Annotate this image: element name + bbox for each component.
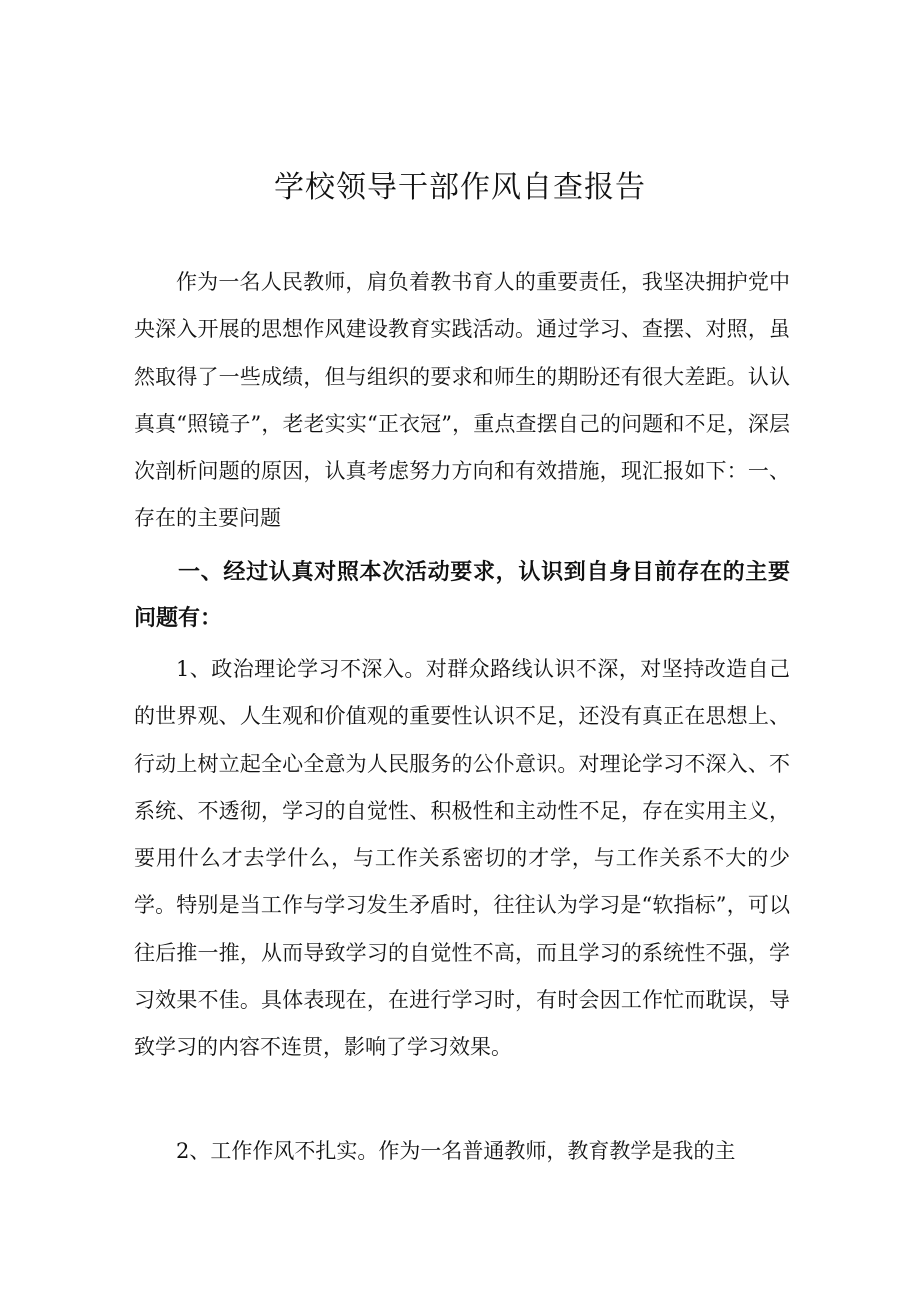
document-title: 学校领导干部作风自查报告 bbox=[274, 170, 646, 205]
item2-paragraph: 2、工作作风不扎实。作为一名普通教师，教育教学是我的主 bbox=[176, 1139, 736, 1163]
item1-paragraph: 1、政治理论学习不深入。对群众路线认识不深，对坚持改造自己的世界观、人生观和价值观的重要性认识不足，还没有真正在思想上、行动上树立起全心全意为人民服务的公仆意识。对理论学习不深入、不系统、不透彻，学习的自觉性、积极性和主动性不足，存在实用主义，要用什么才去学什么，与工作关系密切的才学，与工作关系不大的少学。特别是当工作与学习发生矛盾时，往往认为学习是“软指标”，可以往后推一推，从而导致学习的自觉性不高，而且学习的系统性不强，学习效果不佳。具体表现在，在进行学习时，有时会因工作忙而耽误，导致学习的内容不连贯，影响了学习效果。 bbox=[134, 657, 790, 1060]
section-heading: 一、经过认真对照本次活动要求，认识到自身目前存在的主要问题有： bbox=[134, 560, 790, 631]
intro-paragraph: 作为一名人民教师，肩负着教书育人的重要责任，我坚决拥护党中央深入开展的思想作风建设教育实践活动。通过学习、查摆、对照，虽然取得了一些成绩，但与组织的要求和师生的期盼还有很大差距。认认真真“照镜子”，老老实实“正衣冠”，重点查摆自己的问题和不足，深层次剖析问题的原因，认真考虑努力方向和有效措施，现汇报如下：一、存在的主要问题 bbox=[134, 270, 790, 531]
